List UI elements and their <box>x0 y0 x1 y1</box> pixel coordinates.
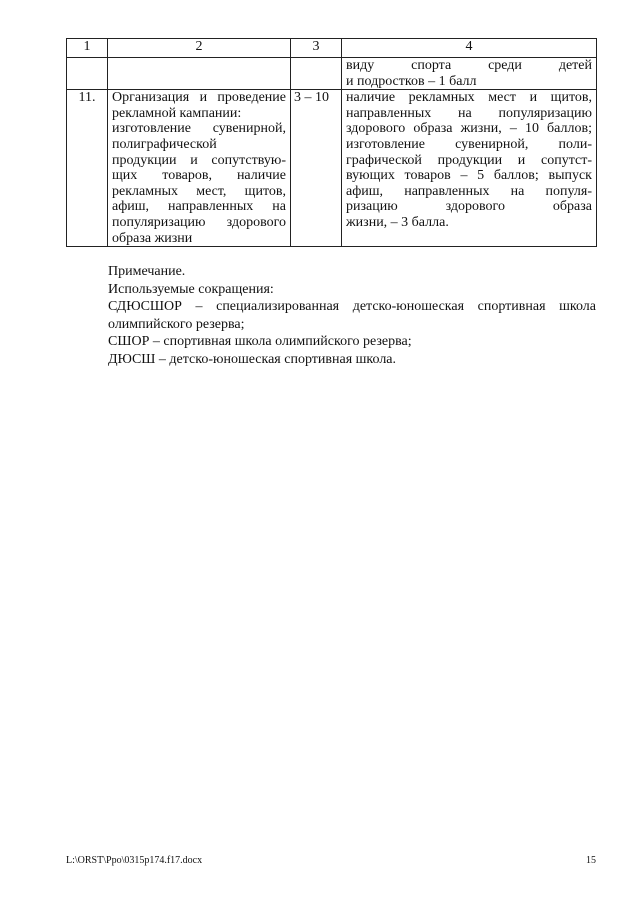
table-row-continuation <box>67 58 597 90</box>
text-line: изготовление сувенирной, <box>112 121 286 137</box>
table-row-11 <box>67 90 597 247</box>
header-col-4: 4 <box>342 39 597 58</box>
cell-description <box>342 58 597 90</box>
cell-description <box>342 90 597 247</box>
text-line: наличие рекламных мест и щитов, <box>346 90 592 106</box>
notes-section <box>108 263 596 368</box>
header-col-1: 1 <box>67 39 108 58</box>
criteria-table <box>66 38 597 247</box>
cell-empty <box>108 58 291 90</box>
row-number: 11. <box>67 90 108 247</box>
notes-subtitle: Используемые сокращения: <box>108 281 274 297</box>
header-col-3: 3 <box>291 39 342 58</box>
text-line: вующих товаров – 5 баллов; выпуск <box>346 168 592 184</box>
cell-points: 3 – 10 <box>291 90 342 247</box>
text-line: виду спорта среди детей <box>346 58 592 73</box>
text-line: ризацию здорового образа <box>346 199 592 215</box>
text-line: популяризацию здорового <box>112 214 286 230</box>
text-line: продукции и сопутствую- <box>112 152 286 168</box>
text-line: графической продукции и сопутст- <box>346 152 592 168</box>
cell-criterion <box>108 90 291 247</box>
abbreviation-item: СДЮСШОР – специализированная детско-юношеская спортивная школа олимпийского резерва; <box>108 299 596 332</box>
abbreviation-item: ДЮСШ – детско-юношеская спортивная школа. <box>108 351 397 367</box>
header-col-2: 2 <box>108 39 291 58</box>
file-path: L:\ORST\Ppo\0315p174.f17.docx <box>66 855 203 866</box>
text-line: рекламной кампании: <box>112 105 242 121</box>
text-line: рекламных мест, щитов, <box>112 183 286 199</box>
page-number: 15 <box>586 855 596 866</box>
notes-title: Примечание. <box>108 264 186 279</box>
text-line: афиш, направленных на <box>112 199 286 215</box>
text-line: щих товаров, наличие <box>112 168 286 184</box>
text-line: Организация и проведение <box>112 90 286 106</box>
abbreviation-item: СШОР – спортивная школа олимпийского резерва; <box>108 334 412 349</box>
text-line: направленных на популяризацию <box>346 105 592 121</box>
text-line: образа жизни <box>112 230 193 246</box>
cell-empty <box>67 58 108 90</box>
cell-empty <box>291 58 342 90</box>
text-line: жизни, – 3 балла. <box>346 214 449 230</box>
table-header-row <box>67 39 597 58</box>
text-line: и подростков – 1 балл <box>346 73 477 89</box>
text-line: афиш, направленных на популя- <box>346 183 592 199</box>
text-line: полиграфической <box>112 136 217 152</box>
page-footer <box>66 855 596 866</box>
text-line: здорового образа жизни, – 10 баллов; <box>346 121 592 137</box>
text-line: изготовление сувенирной, поли- <box>346 136 592 152</box>
